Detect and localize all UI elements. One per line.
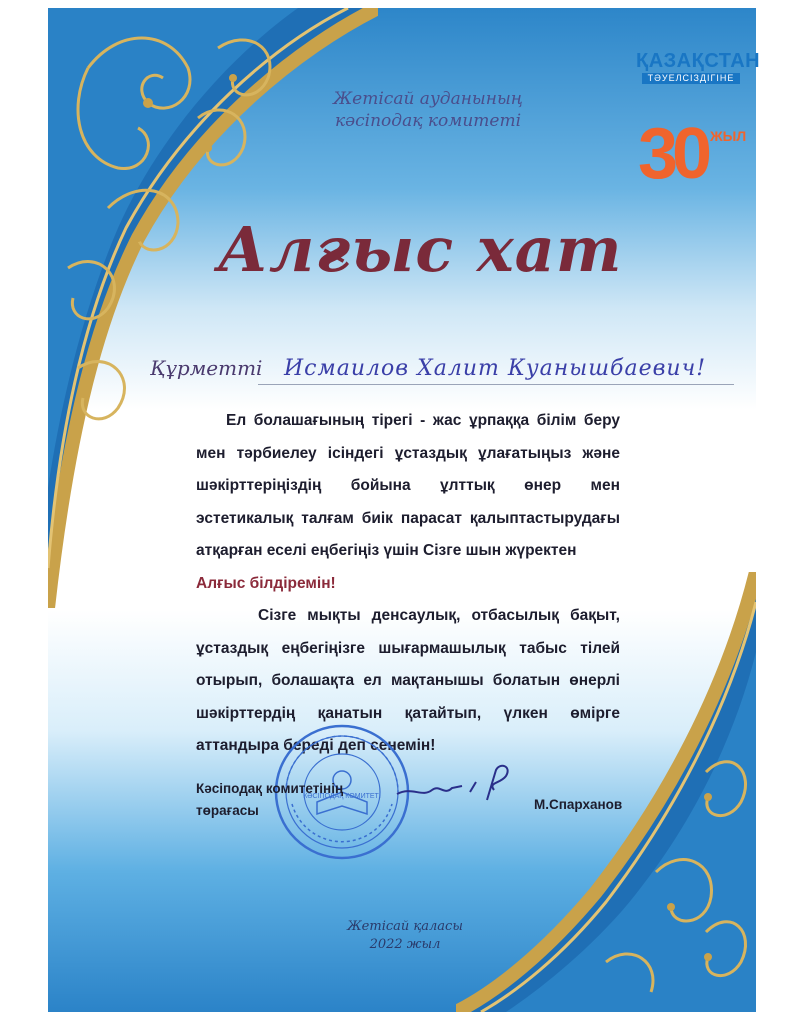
signatory-position: [196, 778, 343, 822]
handwritten-signature: [392, 756, 542, 806]
logo-subtitle: ТӘУЕЛСІЗДІГІНЕ: [642, 73, 740, 84]
organization-line-2: кәсіподақ комитеті: [334, 111, 522, 131]
greeting-label: Құрметті: [150, 356, 263, 380]
footer: [320, 918, 490, 954]
body-paragraph-1-text: Ел болашағының тірегі - жас ұрпаққа білім беру мен тәрбиелеу ісіндегі ұстаздық ұлағатыңыз және шәкірттеріңіздің бойына ұлттық өнер мен эстетикалық талғам биік парасат қалыптастырудағы атқарған еселі еңбегіңіз үшін Сізге шын жүректен: [196, 412, 620, 559]
logo-unit: ЖЫЛ: [710, 128, 747, 144]
signatory-position-line-2: төрағасы: [196, 803, 259, 818]
name-underline: [258, 384, 734, 385]
organization-line-1: Жетісай ауданының: [333, 89, 523, 109]
organization-header: [318, 88, 538, 132]
certificate-body: [196, 405, 620, 763]
stamp-center-text: КӘСІПОДАҚ КОМИТЕТІ: [303, 793, 381, 800]
logo-country: ҚАЗАҚСТАН: [636, 50, 761, 72]
certificate-title: Алғыс хат: [217, 213, 623, 286]
signatory-position-line-1: Кәсіподақ комитетінің: [196, 781, 344, 796]
footer-year: 2022 жыл: [369, 937, 441, 952]
recipient-name: Исмаилов Халит Куанышбаевич!: [284, 356, 707, 381]
logo-number: 30: [638, 114, 707, 194]
thanks-line: [196, 568, 620, 601]
body-paragraph-1: [196, 405, 620, 568]
independence-logo: [636, 50, 761, 194]
signatory-name: М.Спарханов: [534, 797, 623, 812]
footer-city: Жетісай қаласы: [347, 919, 463, 934]
thanks-text: Алғыс білдіремін!: [196, 574, 336, 592]
logo-number-block: [636, 88, 747, 194]
greeting: [150, 354, 750, 394]
body-paragraph-2-text: Сізге мықты денсаулық, отбасылық бақыт, ұстаздық еңбегіңізге шығармашылық табыс тілей отырып, болашақта ел мақтанышы болатын өнерлі шәкірттердің қанатын қатайтып, үлкен өмірге аттандыра береді деп сенемін!: [196, 607, 620, 754]
